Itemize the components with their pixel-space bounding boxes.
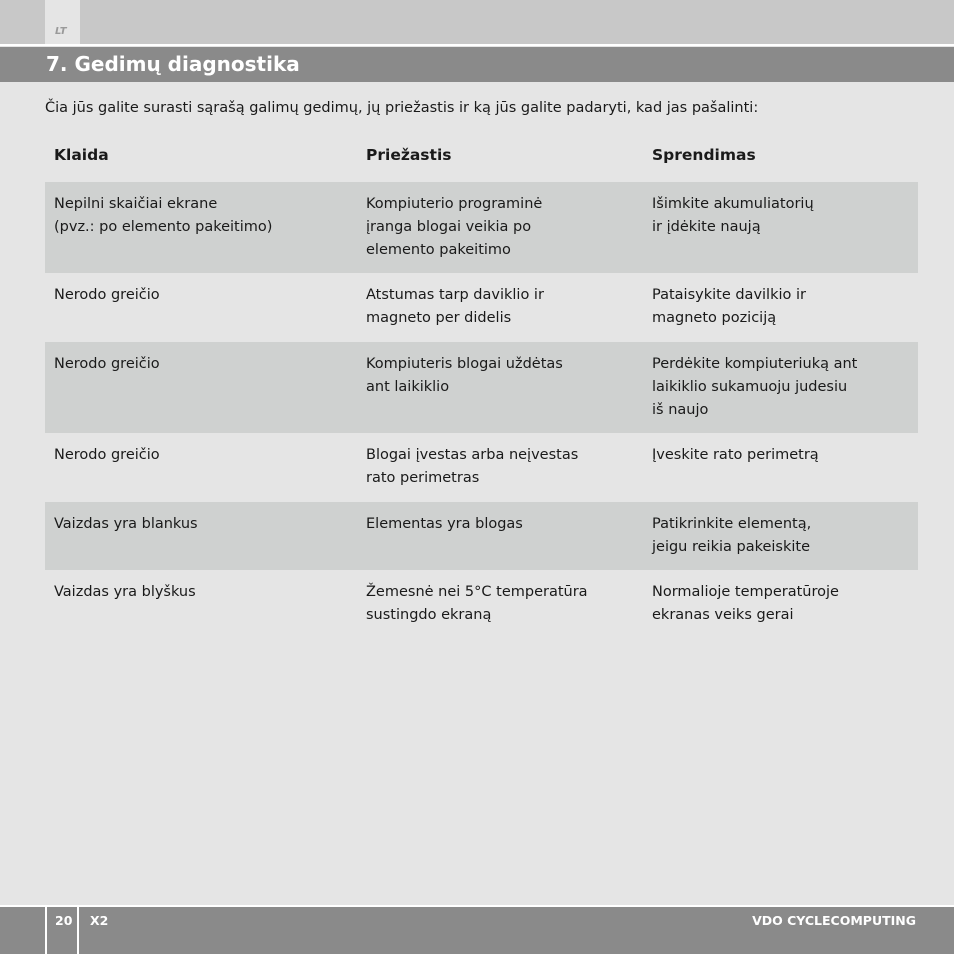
model-name: X2 <box>90 913 109 928</box>
cause-cell: Atstumas tarp daviklio ir magneto per didelis <box>366 287 544 326</box>
cause-cell: Kompiuterio programinė įranga blogai veikia po elemento pakeitimo <box>366 196 543 258</box>
table-row <box>45 570 918 639</box>
section-title-bar <box>0 47 954 82</box>
cause-cell: Blogai įvestas arba neįvestas rato perimetras <box>366 447 579 486</box>
header-divider <box>0 44 954 46</box>
table-row <box>45 433 918 502</box>
table-header <box>45 140 918 182</box>
page-number: 20 <box>55 913 73 928</box>
footer-bar <box>0 907 954 954</box>
solution-cell: Išimkite akumuliatorių ir įdėkite naują <box>652 196 814 235</box>
error-cell: Nerodo greičio <box>54 356 160 372</box>
table-row <box>45 273 918 342</box>
language-tag: LT <box>45 0 80 44</box>
cause-cell: Žemesnė nei 5°C temperatūra sustingdo ekraną <box>366 584 588 623</box>
error-cell: Vaizdas yra blankus <box>54 516 198 532</box>
error-cell: Vaizdas yra blyškus <box>54 584 196 600</box>
error-cell: Nerodo greičio <box>54 447 160 463</box>
solution-cell: Normalioje temperatūroje ekranas veiks gerai <box>652 584 839 623</box>
top-bar <box>0 0 954 44</box>
table-row <box>45 342 918 433</box>
header-cause: Priežastis <box>366 146 452 164</box>
solution-cell: Perdėkite kompiuteriuką ant laikiklio sukamuoju judesiu iš naujo <box>652 356 858 418</box>
intro-text: Čia jūs galite surasti sąrašą galimų gedimų, jų priežastis ir ką jūs galite padaryti, kad jas pašalinti: <box>45 100 759 116</box>
cause-cell: Elementas yra blogas <box>366 516 523 532</box>
troubleshooting-table <box>45 140 918 639</box>
brand-name: VDO CYCLECOMPUTING <box>752 913 916 928</box>
solution-cell: Pataisykite davilkio ir magneto poziciją <box>652 287 806 326</box>
cause-cell: Kompiuteris blogai uždėtas ant laikiklio <box>366 356 563 395</box>
table-row <box>45 502 918 570</box>
solution-cell: Patikrinkite elementą, jeigu reikia pakeiskite <box>652 516 812 555</box>
error-cell: Nerodo greičio <box>54 287 160 303</box>
error-cell: Nepilni skaičiai ekrane (pvz.: po elemento pakeitimo) <box>54 196 273 235</box>
header-solution: Sprendimas <box>652 146 756 164</box>
table-row <box>45 182 918 273</box>
header-error: Klaida <box>54 146 109 164</box>
solution-cell: Įveskite rato perimetrą <box>652 447 819 463</box>
section-title: 7. Gedimų diagnostika <box>46 52 300 76</box>
